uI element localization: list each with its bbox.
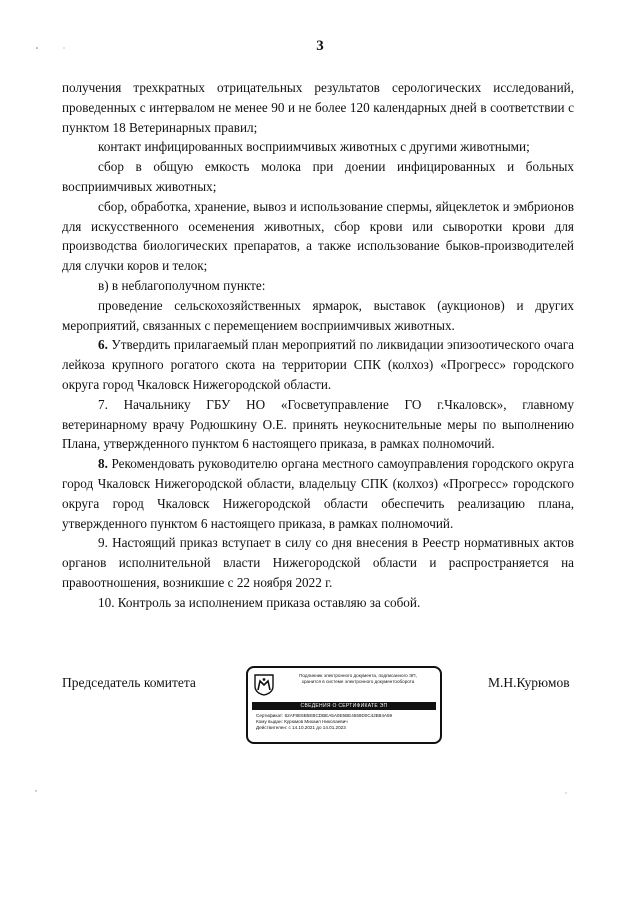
numbered-paragraph — [62, 454, 574, 533]
certificate-label: Сертификат: — [256, 713, 284, 718]
document-body — [62, 78, 574, 613]
item-number: 10. — [98, 594, 115, 610]
paragraph: проведение сельскохозяйственных ярмарок, выставок (аукционов) и других мероприятий, связанных с перемещением восприимчивых животных. — [62, 297, 574, 333]
coat-of-arms-icon — [254, 674, 274, 696]
validity-label: Действителен: — [256, 725, 288, 730]
item-text: Утвердить прилагаемый план мероприятий по ликвидации эпизоотического очага лейкоза крупного рогатого скота на территории СПК (колхоз) «Прогресс» городского округа город Чкаловск Нижегородской области. — [62, 337, 574, 392]
numbered-paragraph — [62, 395, 574, 454]
stamp-band: СВЕДЕНИЯ О СЕРТИФИКАТЕ ЭП — [252, 702, 436, 710]
signatory-name: М.Н.Курюмов — [488, 675, 570, 690]
numbered-paragraph — [62, 335, 574, 394]
validity-value: с 14.10.2021 до 14.01.2023 — [288, 725, 346, 730]
item-number: 9. — [98, 535, 108, 551]
issued-to-label: Кому выдан: — [256, 719, 283, 724]
paragraph: сбор в общую емкость молока при доении инфицированных и больных восприимчивых животных; — [62, 159, 574, 194]
paragraph: получения трехкратных отрицательных результатов серологических исследований, проведенных с интервалом не менее 90 и не более 120 календарных дней в соответствии с пунктом 18 Ветеринарных правил; — [62, 80, 574, 135]
numbered-paragraph — [62, 593, 574, 613]
item-number: 6. — [98, 337, 108, 353]
stamp-header-line: Подлинник электронного документа, подписанного ЭП, — [299, 673, 417, 678]
item-number: 7. — [98, 396, 108, 412]
issued-to-value: Курюмов Михаил Николаевич — [284, 719, 348, 724]
item-text: Рекомендовать руководителю органа местного самоуправления городского округа город Чкаловск Нижегородской области, владельцу СПК (колхоз) «Прогресс» городского округа город Чкаловск Нижегородской области обеспечить реализацию плана, утвержденного пунктом 6 настоящего приказа, в рамках полномочий. — [62, 456, 574, 531]
item-number: 8. — [98, 456, 108, 472]
item-text: Начальнику ГБУ НО «Госветуправление ГО г.Чкаловск», главному ветеринарному врачу Родюшкину О.Е. принять неукоснительные меры по выполнению Плана, утвержденного пунктом 6 настоящего приказа, в рамках полномочий. — [62, 396, 574, 452]
certificate-value: 62AF8E6B5EBCDBEA5A0E5BE4559D0C42B84A59 — [284, 713, 393, 718]
validity-row — [256, 725, 440, 731]
item-text: Контроль за исполнением приказа оставляю за собой. — [117, 594, 421, 610]
stamp-details — [256, 713, 440, 731]
paragraph: сбор, обработка, хранение, вывоз и использование спермы, яйцеклеток и эмбрионов для искусственного осеменения животных, сбор крови или сыворотки крови для производства биологических препаратов, а также использование быков-производителей для случки коров и телок; — [62, 198, 574, 274]
stamp-header-line: хранится в системе электронного документооборота — [301, 678, 415, 684]
stamp-header — [278, 673, 438, 684]
signatory-position: Председатель комитета — [62, 675, 196, 690]
page-number: 3 — [316, 38, 324, 54]
numbered-paragraph — [62, 533, 574, 592]
e-signature-stamp — [246, 666, 442, 744]
item-text: Настоящий приказ вступает в силу со дня внесения в Реестр нормативных актов органов исполнительной власти Нижегородской области и распространяется на правоотношения, возникшие с 22 ноября 2022 г. — [62, 535, 575, 590]
paragraph: контакт инфицированных восприимчивых животных с другими животными; — [98, 139, 530, 155]
paragraph: в) в неблагополучном пункте: — [98, 277, 266, 293]
